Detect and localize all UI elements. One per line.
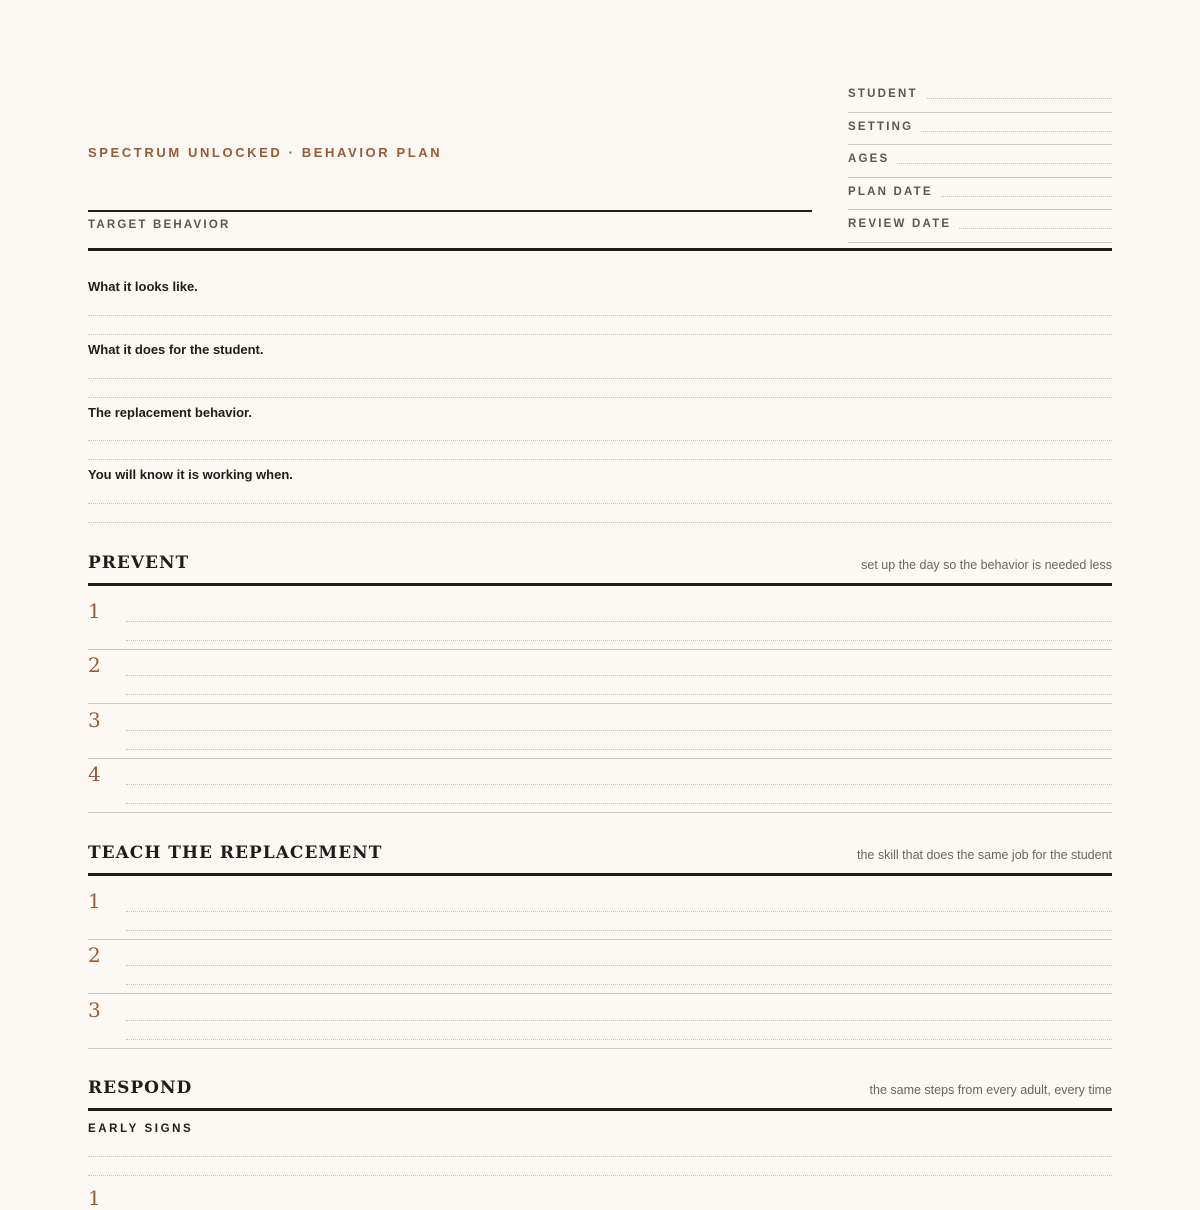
section-title-teach: TEACH THE REPLACEMENT [88,843,383,863]
answer-line [126,640,1112,641]
brand-eyebrow: SPECTRUM UNLOCKED · BEHAVIOR PLAN [88,145,443,160]
target-behavior-label: TARGET BEHAVIOR [88,219,231,231]
answer-line [126,621,1112,622]
answer-line [126,1039,1112,1040]
answer-line [126,803,1112,804]
answer-line [126,930,1112,931]
section-title-prevent: PREVENT [88,553,190,573]
section-rule [88,583,1112,586]
section-subtitle-prevent: set up the day so the behavior is needed less [861,558,1112,572]
meta-field-review-date[interactable] [848,210,1112,243]
section-subtitle-respond: the same steps from every adult, every time [869,1083,1112,1097]
prevent-item[interactable] [88,758,1112,813]
question-looks-like [88,279,1112,294]
item-number: 1 [88,599,101,623]
prevent-item[interactable] [88,704,1112,759]
answer-line [126,984,1112,985]
answer-line [126,911,1112,912]
question-text: What it looks like. [88,279,198,294]
answer-line [126,749,1112,750]
meta-field-setting[interactable] [848,113,1112,146]
plan-meta-fields [848,80,1112,243]
answer-line[interactable] [88,522,1112,523]
item-number: 4 [88,762,101,786]
early-signs-label: EARLY SIGNS [88,1123,194,1135]
meta-label: SETTING [848,121,921,133]
answer-line[interactable] [88,334,1112,335]
section-title-respond: RESPOND [88,1078,193,1098]
section-rule [88,1108,1112,1111]
meta-field-plan-date[interactable] [848,178,1112,211]
teach-item[interactable] [88,885,1112,940]
meta-label: PLAN DATE [848,186,941,198]
item-number: 2 [88,653,101,677]
section-subtitle-teach: the skill that does the same job for the student [856,848,1112,862]
section-rule [88,873,1112,876]
question-text: You will know it is working when. [88,467,293,482]
meta-field-ages[interactable] [848,145,1112,178]
meta-label: REVIEW DATE [848,218,959,230]
answer-line[interactable] [88,1175,1112,1176]
answer-line [126,694,1112,695]
answer-line [126,784,1112,785]
question-working-when [88,467,1112,482]
answer-line[interactable] [88,459,1112,460]
meta-label: AGES [848,153,897,165]
item-number: 3 [88,708,101,732]
meta-field-student[interactable] [848,80,1112,113]
prevent-item[interactable] [88,649,1112,704]
behavior-plan-page [88,0,1112,1210]
answer-line [126,965,1112,966]
meta-label: STUDENT [848,88,926,100]
answer-line[interactable] [88,1156,1112,1157]
respond-item-number: 1 [88,1186,101,1210]
item-number: 3 [88,998,101,1022]
main-rule [88,248,1112,251]
answer-line[interactable] [88,440,1112,441]
teach-item[interactable] [88,939,1112,994]
answer-line [126,675,1112,676]
item-number: 1 [88,889,101,913]
question-function [88,342,1112,357]
answer-line [126,1020,1112,1021]
prevent-item[interactable] [88,595,1112,650]
answer-line[interactable] [88,315,1112,316]
answer-line[interactable] [88,397,1112,398]
title-rule [88,210,812,212]
answer-line[interactable] [88,503,1112,504]
answer-line[interactable] [88,378,1112,379]
answer-line [126,730,1112,731]
item-number: 2 [88,943,101,967]
question-text: The replacement behavior. [88,405,253,420]
question-text: What it does for the student. [88,342,264,357]
teach-item[interactable] [88,994,1112,1049]
question-replacement [88,405,1112,420]
